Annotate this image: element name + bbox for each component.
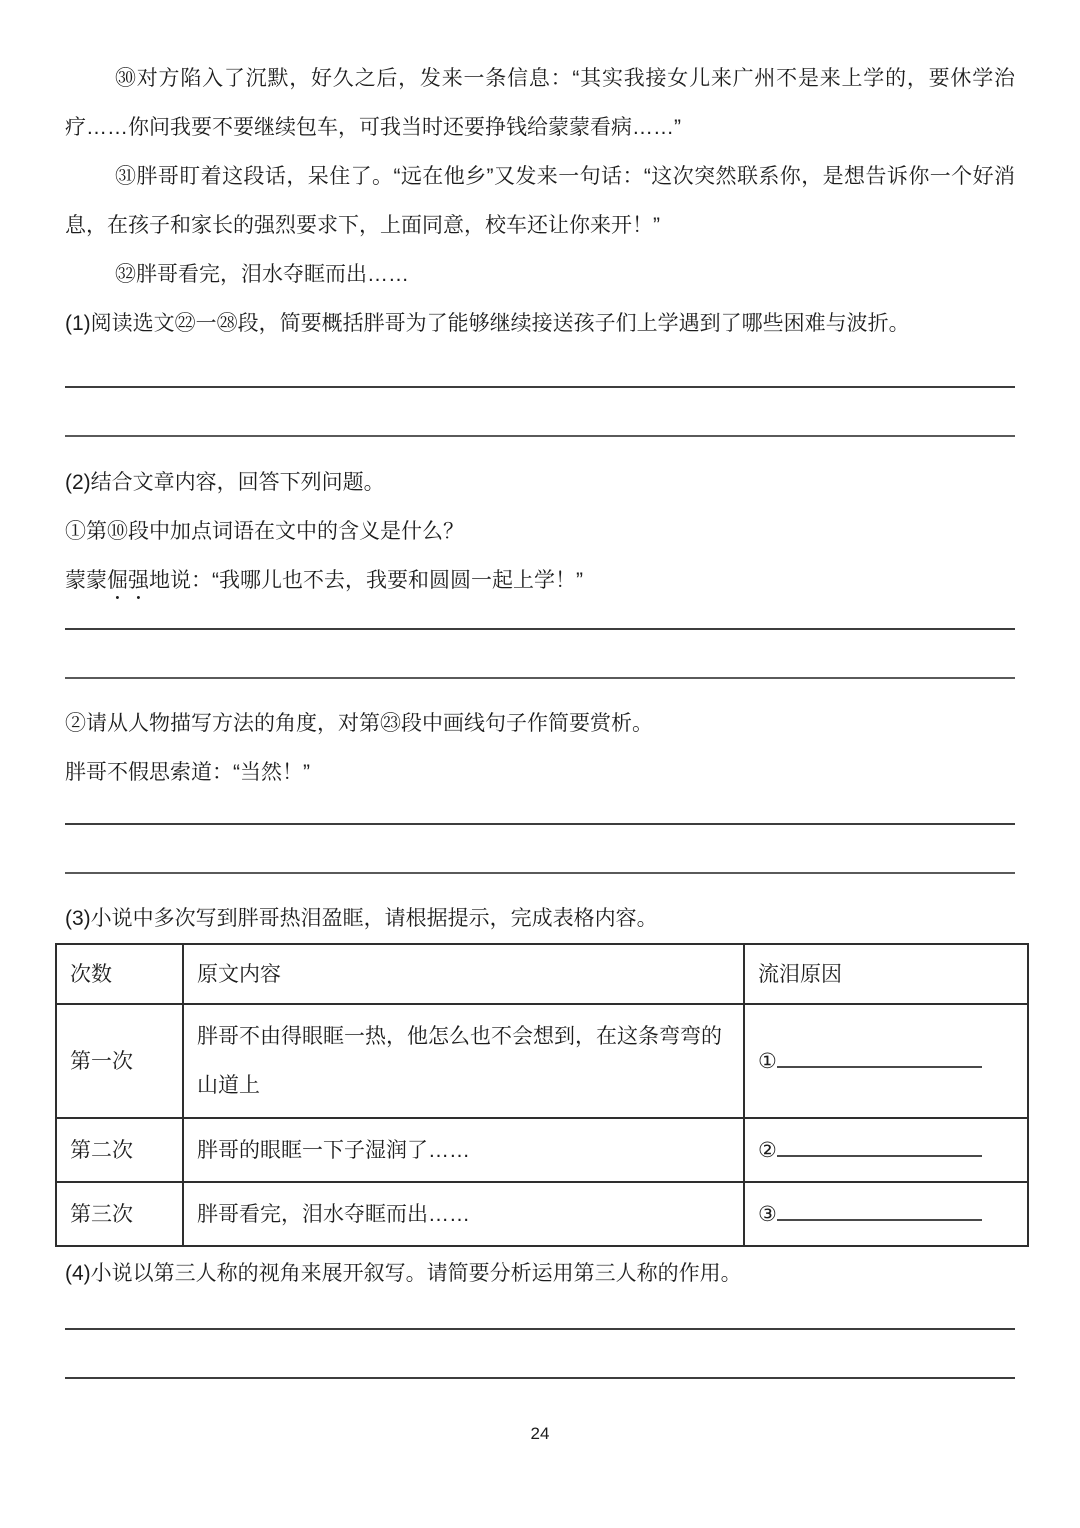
question-1-text: (1)阅读选文㉒一㉘段，简要概括胖哥为了能够继续接送孩子们上学遇到了哪些困难与波折。 (65, 312, 910, 335)
emphasized-word: 倔强 (107, 569, 149, 592)
row-count: 第一次 (56, 1004, 183, 1118)
row-quote: 胖哥的眼眶一下子湿润了…… (183, 1118, 744, 1182)
question-3-text: (3)小说中多次写到胖哥热泪盈眶，请根据提示，完成表格内容。 (65, 907, 658, 930)
question-2-sub2: ②请从人物描写方法的角度，对第㉓段中画线句子作简要赏析。 (65, 712, 653, 735)
row-count: 第三次 (56, 1182, 183, 1246)
reason-marker: ② (758, 1138, 777, 1162)
table-row (56, 1004, 1028, 1118)
quote-prefix: 蒙蒙 (65, 569, 107, 592)
row-reason (744, 1182, 1028, 1246)
question-2-sub1: ①第⑩段中加点词语在文中的含义是什么？ (65, 520, 464, 543)
row-quote: 胖哥不由得眼眶一热，他怎么也不会想到，在这条弯弯的山道上 (183, 1004, 744, 1118)
answer-line (65, 1377, 1015, 1379)
question-2-sub2-quote: 胖哥不假思索道：“当然！” (65, 761, 310, 784)
table-row (56, 1182, 1028, 1246)
table-header-reason: 流泪原因 (744, 944, 1028, 1004)
answer-line (65, 1328, 1015, 1330)
answer-line (65, 386, 1015, 388)
table-header-count: 次数 (56, 944, 183, 1004)
story-paragraph-30: ㉚对方陷入了沉默，好久之后，发来一条信息：“其实我接女儿来广州不是来上学的，要休学治疗……你问我要不要继续包车，可我当时还要挣钱给蒙蒙看病……” (65, 67, 1015, 139)
row-reason (744, 1004, 1028, 1118)
answer-line (65, 628, 1015, 630)
row-reason (744, 1118, 1028, 1182)
page-number: 24 (530, 1424, 550, 1443)
story-paragraph-31: ㉛胖哥盯着这段话，呆住了。“远在他乡”又发来一句话：“这次突然联系你，是想告诉你一个好消息，在孩子和家长的强烈要求下，上面同意，校车还让你来开！” (65, 165, 1015, 237)
answer-line (65, 823, 1015, 825)
question-2-intro: (2)结合文章内容，回答下列问题。 (65, 471, 385, 494)
table-header-row (56, 944, 1028, 1004)
question-4-text: (4)小说以第三人称的视角来展开叙写。请简要分析运用第三人称的作用。 (65, 1262, 742, 1285)
quote-suffix: 地说：“我哪儿也不去，我要和圆圆一起上学！” (149, 569, 583, 592)
reason-marker: ③ (758, 1202, 777, 1226)
answer-line (65, 435, 1015, 437)
fill-in-blank (777, 1134, 982, 1157)
answer-line (65, 872, 1015, 874)
table-row (56, 1118, 1028, 1182)
fill-in-blank (777, 1045, 982, 1068)
table-header-content: 原文内容 (183, 944, 744, 1004)
row-quote: 胖哥看完，泪水夺眶而出…… (183, 1182, 744, 1246)
story-paragraph-32: ㉜胖哥看完，泪水夺眶而出…… (115, 263, 409, 286)
tears-table (55, 943, 1029, 1247)
fill-in-blank (777, 1198, 982, 1221)
reason-marker: ① (758, 1049, 777, 1073)
answer-line (65, 677, 1015, 679)
row-count: 第二次 (56, 1118, 183, 1182)
question-2-sub1-quote (65, 556, 1015, 605)
